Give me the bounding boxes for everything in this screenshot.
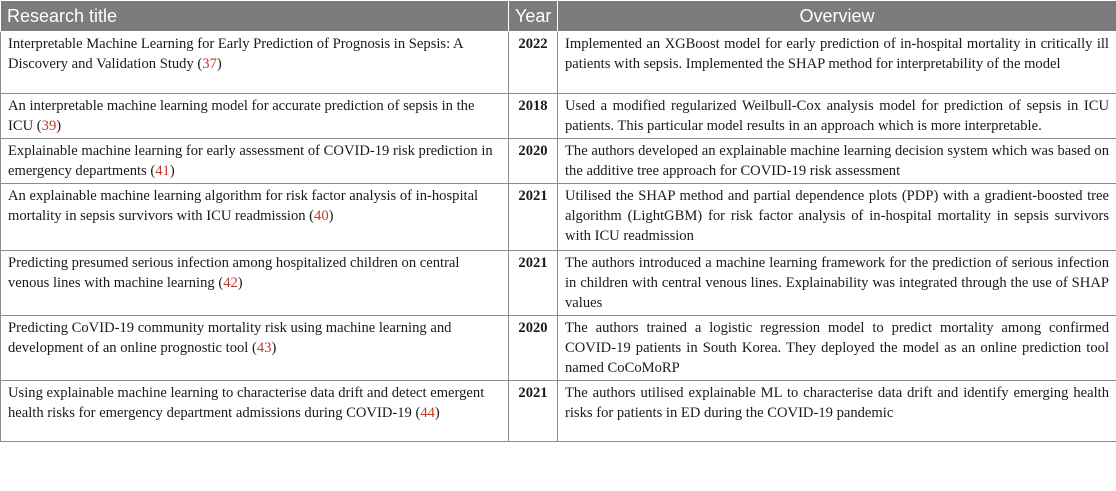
research-title-cell (1, 251, 509, 316)
year-cell: 2021 (509, 251, 558, 316)
reference-close-paren: ) (328, 208, 334, 224)
header-year: Year (509, 1, 558, 32)
research-title-cell (1, 381, 509, 442)
research-title-text: An interpretable machine learning model for accurate prediction of sepsis in the ICU ( (8, 98, 475, 134)
table-row (1, 94, 1116, 139)
reference-close-paren: ) (216, 56, 222, 72)
reference-close-paren: ) (237, 275, 243, 291)
year-cell: 2021 (509, 381, 558, 442)
reference-link[interactable]: 40 (314, 208, 329, 224)
overview-cell: The authors utilised explainable ML to characterise data drift and identify emerging health risks for patients in ED during the COVID-19 pandemic (558, 381, 1116, 442)
reference-link[interactable]: 44 (420, 405, 435, 421)
reference-close-paren: ) (169, 163, 175, 179)
reference-close-paren: ) (271, 340, 277, 356)
header-research-title: Research title (1, 1, 509, 32)
overview-cell: Used a modified regularized Weilbull-Cox analysis model for prediction of sepsis in ICU patients. This particular model results in an approach which is more interpretable. (558, 94, 1116, 139)
overview-cell: The authors developed an explainable machine learning decision system which was based on the additive tree approach for COVID-19 risk assessment (558, 139, 1116, 184)
research-title-cell (1, 139, 509, 184)
research-title-text: Predicting presumed serious infection among hospitalized children on central venous lines with machine learning ( (8, 255, 460, 291)
research-title-text: An explainable machine learning algorithm for risk factor analysis of in-hospital mortality in sepsis survivors with ICU readmission ( (8, 188, 479, 224)
research-title-cell (1, 94, 509, 139)
overview-cell: Utilised the SHAP method and partial dependence plots (PDP) with a gradient-boosted tree algorithm (LightGBM) for risk factor analysis of in-hospital mortality in sepsis survivors with ICU readmission (558, 184, 1116, 251)
research-title-text: Explainable machine learning for early assessment of COVID-19 risk prediction in emergency departments ( (8, 143, 493, 179)
reference-close-paren: ) (56, 118, 62, 134)
table-row (1, 184, 1116, 251)
research-title-text: Predicting CoVID-19 community mortality risk using machine learning and development of an online prognostic tool ( (8, 320, 452, 356)
year-cell: 2020 (509, 316, 558, 381)
table-row (1, 381, 1116, 442)
overview-cell: The authors trained a logistic regression model to predict mortality among confirmed COVID-19 patients in South Korea. They deployed the model as an online prediction tool named CoCoMoRP (558, 316, 1116, 381)
research-title-cell (1, 316, 509, 381)
year-cell: 2022 (509, 32, 558, 94)
reference-close-paren: ) (434, 405, 440, 421)
reference-link[interactable]: 41 (155, 163, 170, 179)
research-title-cell (1, 32, 509, 94)
reference-link[interactable]: 43 (256, 340, 272, 356)
table-row (1, 316, 1116, 381)
reference-link[interactable]: 37 (202, 56, 217, 72)
table-header-row (1, 1, 1116, 32)
research-title-text: Interpretable Machine Learning for Early Prediction of Prognosis in Sepsis: A Discovery and Validation Study ( (8, 36, 463, 72)
table-row (1, 251, 1116, 316)
year-cell: 2021 (509, 184, 558, 251)
overview-cell: Implemented an XGBoost model for early prediction of in-hospital mortality in critically ill patients with sepsis. Implemented the SHAP method for interpretability of the model (558, 32, 1116, 94)
table-row (1, 139, 1116, 184)
year-cell: 2020 (509, 139, 558, 184)
table-row (1, 32, 1116, 94)
year-cell: 2018 (509, 94, 558, 139)
header-overview: Overview (558, 1, 1116, 32)
research-title-cell (1, 184, 509, 251)
research-title-text: Using explainable machine learning to characterise data drift and detect emergent health risks for emergency department admissions during COVID-19 ( (8, 385, 485, 421)
reference-link[interactable]: 39 (41, 118, 57, 134)
overview-cell: The authors introduced a machine learning framework for the prediction of serious infection in children with central venous lines. Explainability was integrated through the use of SHAP values (558, 251, 1116, 316)
reference-link[interactable]: 42 (223, 275, 238, 291)
